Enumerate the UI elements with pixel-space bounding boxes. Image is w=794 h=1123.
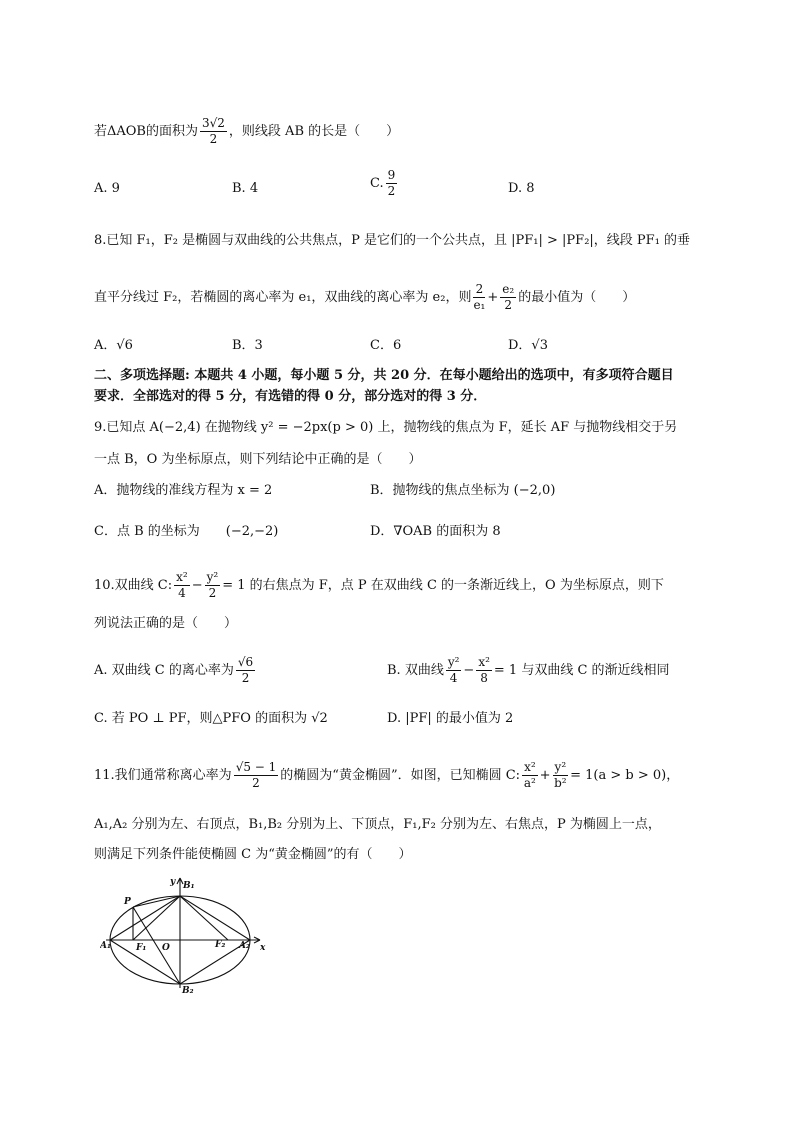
q7-prefix: 若ΔAOB的面积为: [94, 124, 198, 139]
q8-fraction-2: [500, 282, 516, 313]
q10-line-1: [94, 570, 664, 601]
q10-line1-a: 10.双曲线 C:: [94, 578, 173, 593]
q10-opt-b-pre: B. 双曲线: [387, 663, 444, 678]
q10-opt-b-f2-den: 8: [480, 671, 488, 685]
q10-option-c[interactable]: C. 若 PO ⊥ PF，则△PFO 的面积为 √2: [94, 711, 328, 726]
q11-ellipse-x-term: [522, 760, 538, 791]
section2-heading-line2: 要求．全部选对的得 5 分，有选错的得 0 分，部分选对的得 3 分．: [94, 389, 487, 404]
q10-fraction-1: [174, 570, 190, 601]
label-x: x: [260, 943, 266, 953]
q11-e2-num: y²: [554, 760, 567, 774]
q9-line-1: 9.已知点 A(−2,4) 在抛物线 y² = −2px(p > 0) 上，抛物线的焦点为 F，延长 AF 与抛物线相交于另: [94, 420, 678, 435]
q8-option-c[interactable]: C．6: [370, 338, 402, 353]
q7-option-b[interactable]: B. 4: [232, 181, 259, 196]
q9-option-b[interactable]: B．抛物线的焦点坐标为 (−2,0): [370, 483, 556, 498]
q8-line2-b: 的最小值为（ ）: [518, 290, 636, 305]
label-b2: B₂: [182, 986, 194, 994]
q11-e1-den: a²: [523, 776, 536, 790]
q10-minus: −: [191, 578, 203, 593]
q7-frac-den: 2: [209, 132, 218, 146]
ellipse-figure: [100, 874, 280, 994]
q11-line1-b: 的椭圆为“黄金椭圆”．如图，已知椭圆 C:: [280, 768, 521, 783]
label-p: P: [124, 897, 131, 907]
q10-line1-b: = 1 的右焦点为 F，点 P 在双曲线 C 的一条渐近线上，O 为坐标原点，则下: [222, 578, 664, 593]
q10-line-2: 列说法正确的是（ ）: [94, 616, 238, 631]
section2-heading-line1: 二、多项选择题: 本题共 4 小题，每小题 5 分，共 20 分．在每小题给出的选项中，有多项符合题目: [94, 368, 674, 383]
q7-area-fraction: [200, 116, 227, 147]
q10-option-d[interactable]: D. |PF| 的最小值为 2: [387, 711, 514, 726]
q11-line-2: A₁,A₂ 分别为左、右顶点，B₁,B₂ 分别为上、下顶点，F₁,F₂ 分别为左、右焦点，P 为椭圆上一点，: [94, 817, 661, 832]
label-f1: F₁: [136, 943, 147, 953]
q9-option-d[interactable]: D．∇OAB 的面积为 8: [370, 524, 501, 539]
q10-f1-num: x²: [176, 570, 188, 584]
q8-line1-b: |PF₁| > |PF₂|: [511, 233, 594, 248]
q11-eccentricity-fraction: [234, 760, 279, 791]
q11-plus: +: [539, 768, 551, 783]
q10-opt-b-f1-den: 4: [449, 671, 458, 685]
q7-option-c-den: 2: [387, 184, 396, 198]
segment-p-b1: [133, 896, 180, 907]
q9-option-a[interactable]: A．抛物线的准线方程为 x = 2: [94, 483, 273, 498]
label-a2: A₂: [239, 941, 250, 951]
q8-line1-a: 8.已知 F₁，F₂ 是椭圆与双曲线的公共焦点，P 是它们的一个公共点，且: [94, 233, 508, 248]
label-o: O: [162, 943, 170, 953]
q10-opt-b-f1-num: y²: [447, 655, 460, 669]
q10-opt-b-fraction-1: [446, 655, 462, 686]
q11-ellipse-y-term: [553, 760, 569, 791]
q10-opt-b-minus: −: [463, 663, 475, 678]
q8-f1-den: e₁: [473, 298, 486, 312]
q10-f2-den: 2: [208, 586, 217, 600]
q8-fraction-1: [473, 282, 485, 313]
q10-f1-den: 4: [178, 586, 186, 600]
q8-f1-num: 2: [473, 282, 485, 298]
q7-suffix: ，则线段 AB 的长是（ ）: [228, 124, 400, 139]
q11-line1-a: 11.我们通常称离心率为: [94, 768, 232, 783]
q8-line1-c: ，线段 PF₁ 的垂: [593, 233, 691, 248]
q11-line-1: [94, 760, 679, 791]
q10-option-a[interactable]: [94, 655, 257, 686]
q7-option-d[interactable]: D. 8: [508, 181, 535, 196]
q11-e1-num: x²: [524, 760, 536, 774]
q8-line-2: [94, 282, 635, 313]
q11-line1-c: = 1(a > b > 0)，: [570, 768, 680, 783]
q11-f-den: 2: [252, 776, 260, 790]
q10-opt-a-fraction: [236, 655, 255, 686]
q11-f-num: √5 − 1: [235, 760, 277, 774]
q8-f2-num: e₂: [502, 282, 515, 296]
q10-opt-a-den: 2: [241, 671, 250, 685]
q7-option-c-num: 9: [387, 168, 396, 182]
label-f2: F₂: [215, 940, 226, 950]
q8-option-b[interactable]: B．3: [232, 338, 263, 353]
label-b1: B₁: [183, 881, 195, 891]
q10-opt-a-pre: A. 双曲线 C 的离心率为: [94, 663, 234, 678]
segment-b1-f2: [180, 896, 228, 940]
q7-option-c-label: C.: [370, 176, 384, 191]
q7-stem: [94, 116, 399, 147]
q10-option-b[interactable]: [387, 655, 670, 686]
q9-line-2: 一点 B，O 为坐标原点，则下列结论中正确的是（ ）: [94, 452, 422, 467]
q10-fraction-2: [205, 570, 221, 601]
q7-option-a[interactable]: A. 9: [94, 181, 120, 196]
q10-f2-num: y²: [206, 570, 219, 584]
label-a1: A₁: [100, 941, 111, 951]
q7-frac-num: 3√2: [202, 116, 225, 130]
q11-line-3: 则满足下列条件能使椭圆 C 为“黄金椭圆”的有（ ）: [94, 847, 412, 862]
q10-opt-b-post: = 1 与双曲线 C 的渐近线相同: [493, 663, 670, 678]
q7-option-c-fraction: [386, 168, 398, 199]
q11-e2-den: b²: [554, 776, 567, 790]
q8-f2-den: 2: [504, 298, 513, 312]
q8-option-a[interactable]: A．√6: [94, 338, 133, 353]
q8-line-1: [94, 231, 690, 251]
q10-opt-a-num: √6: [237, 655, 254, 669]
q8-option-d[interactable]: D．√3: [508, 338, 548, 353]
q7-option-c[interactable]: [370, 168, 399, 199]
q8-line2-a: 直平分线过 F₂，若椭圆的离心率为 e₁，双曲线的离心率为 e₂，则: [94, 290, 472, 305]
q8-plus: +: [487, 290, 499, 305]
q10-opt-b-f2-num: x²: [478, 655, 490, 669]
label-y: y: [170, 877, 176, 887]
q10-opt-b-fraction-2: [476, 655, 492, 686]
q9-option-c[interactable]: C．点 B 的坐标为 (−2,−2): [94, 524, 279, 539]
